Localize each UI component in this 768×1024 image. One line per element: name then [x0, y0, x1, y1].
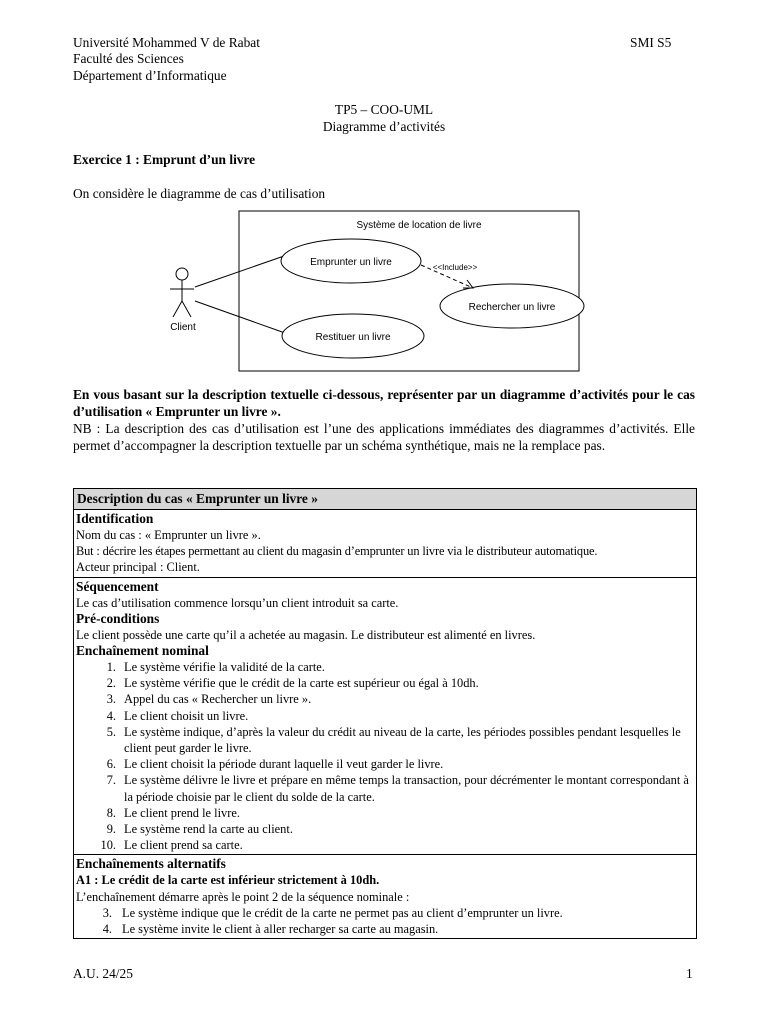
step-text: Appel du cas « Rechercher un livre ». — [124, 692, 312, 707]
exercise-title: Exercice 1 : Emprunt d’un livre — [73, 152, 256, 167]
nominal-step — [76, 756, 694, 772]
step-number: 1 . — [98, 659, 116, 675]
description-table — [73, 488, 697, 939]
instructions-nb: NB : La description des cas d’utilisation est l’une des applications immédiates des diagrammes d’activités. Elle permet d’accompagner la description textuelle par un schéma synthétique, mais ne la remplace pas. — [73, 421, 695, 453]
step-text: Le système vérifie que le crédit de la carte est supérieur ou égal à 10dh. — [124, 676, 479, 691]
actor-label: Client — [170, 322, 196, 333]
alternatives-title: Enchaînements alternatifs — [76, 856, 226, 872]
step-text: Le client choisit un livre. — [124, 708, 249, 723]
header-course: SMI S5 — [630, 35, 672, 50]
identification-line: Nom du cas : « Emprunter un livre ». — [76, 528, 261, 542]
step-text: Le client choisit la période durant laquelle il veut garder le livre. — [124, 757, 444, 772]
title-line2: Diagramme d’activités — [322, 119, 446, 134]
step-number: 9 . — [98, 821, 116, 837]
sequence-section — [74, 577, 696, 855]
alternatives-section — [74, 854, 696, 938]
step-number: 3 . — [94, 905, 112, 921]
include-label: <<Include>> — [432, 263, 478, 272]
nominal-step — [76, 675, 694, 691]
step-number: 6 . — [98, 756, 116, 772]
preconditions-title: Pré-conditions — [76, 610, 160, 626]
alternative-a1-title: A1 : Le crédit de la carte est inférieur strictement à 10dh. — [76, 873, 380, 888]
step-number: 10 . — [98, 837, 116, 853]
usecase-emprunter-label: Emprunter un livre — [310, 257, 392, 268]
step-text: Le système vérifie la validité de la carte. — [124, 660, 325, 675]
usecase-rechercher-label: Rechercher un livre — [468, 302, 556, 313]
nominal-title: Enchaînement nominal — [76, 643, 209, 659]
footer-year: A.U. 24/25 — [73, 966, 133, 981]
preconditions-text: Le client possède une carte qu’il a achetée au magasin. Le distributeur est alimenté en livres. — [76, 627, 536, 642]
step-number: 5 . — [98, 724, 116, 740]
usecase-restituer-label: Restituer un livre — [315, 332, 391, 343]
step-text: Le système indique que le crédit de la carte ne permet pas au client d’emprunter un livre. — [122, 905, 563, 920]
nominal-step — [76, 821, 694, 837]
identification-title: Identification — [76, 511, 154, 526]
nominal-step — [76, 805, 694, 821]
header-faculty: Faculté des Sciences — [73, 51, 184, 66]
identification-line: But : décrire les étapes permettant au client du magasin d’emprunter un livre via le distributeur automatique. — [76, 544, 598, 559]
use-case-diagram — [155, 205, 595, 375]
client-actor — [170, 268, 194, 317]
step-text: Le système délivre le livre et prépare en même temps la transaction, pour décrémenter le montant correspondant à la période choisie par le client du solde de la carte. — [124, 773, 689, 804]
step-number: 4 . — [98, 708, 116, 724]
identification-section — [74, 509, 696, 577]
step-number: 7 . — [98, 772, 116, 788]
step-text: Le système rend la carte au client. — [124, 822, 293, 837]
include-arrowhead — [463, 280, 473, 288]
exercise-intro: On considère le diagramme de cas d’utilisation — [73, 186, 326, 201]
instructions-bold: En vous basant sur la description textuelle ci-dessous, représenter par un diagramme d’activités pour le cas d’utilisation « Emprunter un livre ». — [73, 387, 695, 419]
step-number: 8 . — [98, 805, 116, 821]
step-text: Le système invite le client à aller recharger sa carte au magasin. — [122, 922, 439, 937]
identification-line: Acteur principal : Client. — [76, 560, 200, 575]
alternative-a1-intro: L’enchaînement démarre après le point 2 de la séquence nominale : — [76, 889, 410, 904]
alternative-step — [76, 905, 694, 921]
sequencement-title: Séquencement — [76, 578, 159, 594]
header-department: Département d’Informatique — [73, 68, 227, 83]
nominal-step — [76, 691, 694, 707]
page-number: 1 — [686, 966, 693, 981]
step-text: Le système indique, d’après la valeur du crédit au niveau de la carte, les périodes possibles pendant lesquelles le client peut garder le livre. — [124, 724, 681, 756]
nominal-step — [76, 708, 694, 724]
step-number: 2 . — [98, 675, 116, 691]
step-text: Le client prend le livre. — [124, 805, 240, 820]
nominal-step — [76, 772, 694, 804]
step-number: 3 . — [98, 691, 116, 707]
step-text: Le client prend sa carte. — [124, 838, 243, 853]
nominal-step — [76, 659, 694, 675]
association-restituer — [195, 301, 285, 333]
sequencement-text: Le cas d’utilisation commence lorsqu’un client introduit sa carte. — [76, 595, 399, 610]
system-label: Système de location de livre — [356, 220, 482, 231]
nominal-step — [76, 837, 694, 853]
step-number: 4 . — [94, 921, 112, 937]
title-line1: TP5 – COO-UML — [334, 102, 434, 117]
header-university: Université Mohammed V de Rabat — [73, 35, 260, 50]
table-header: Description du cas « Emprunter un livre » — [74, 489, 696, 509]
nominal-step — [76, 724, 694, 756]
alternative-step — [76, 921, 694, 937]
